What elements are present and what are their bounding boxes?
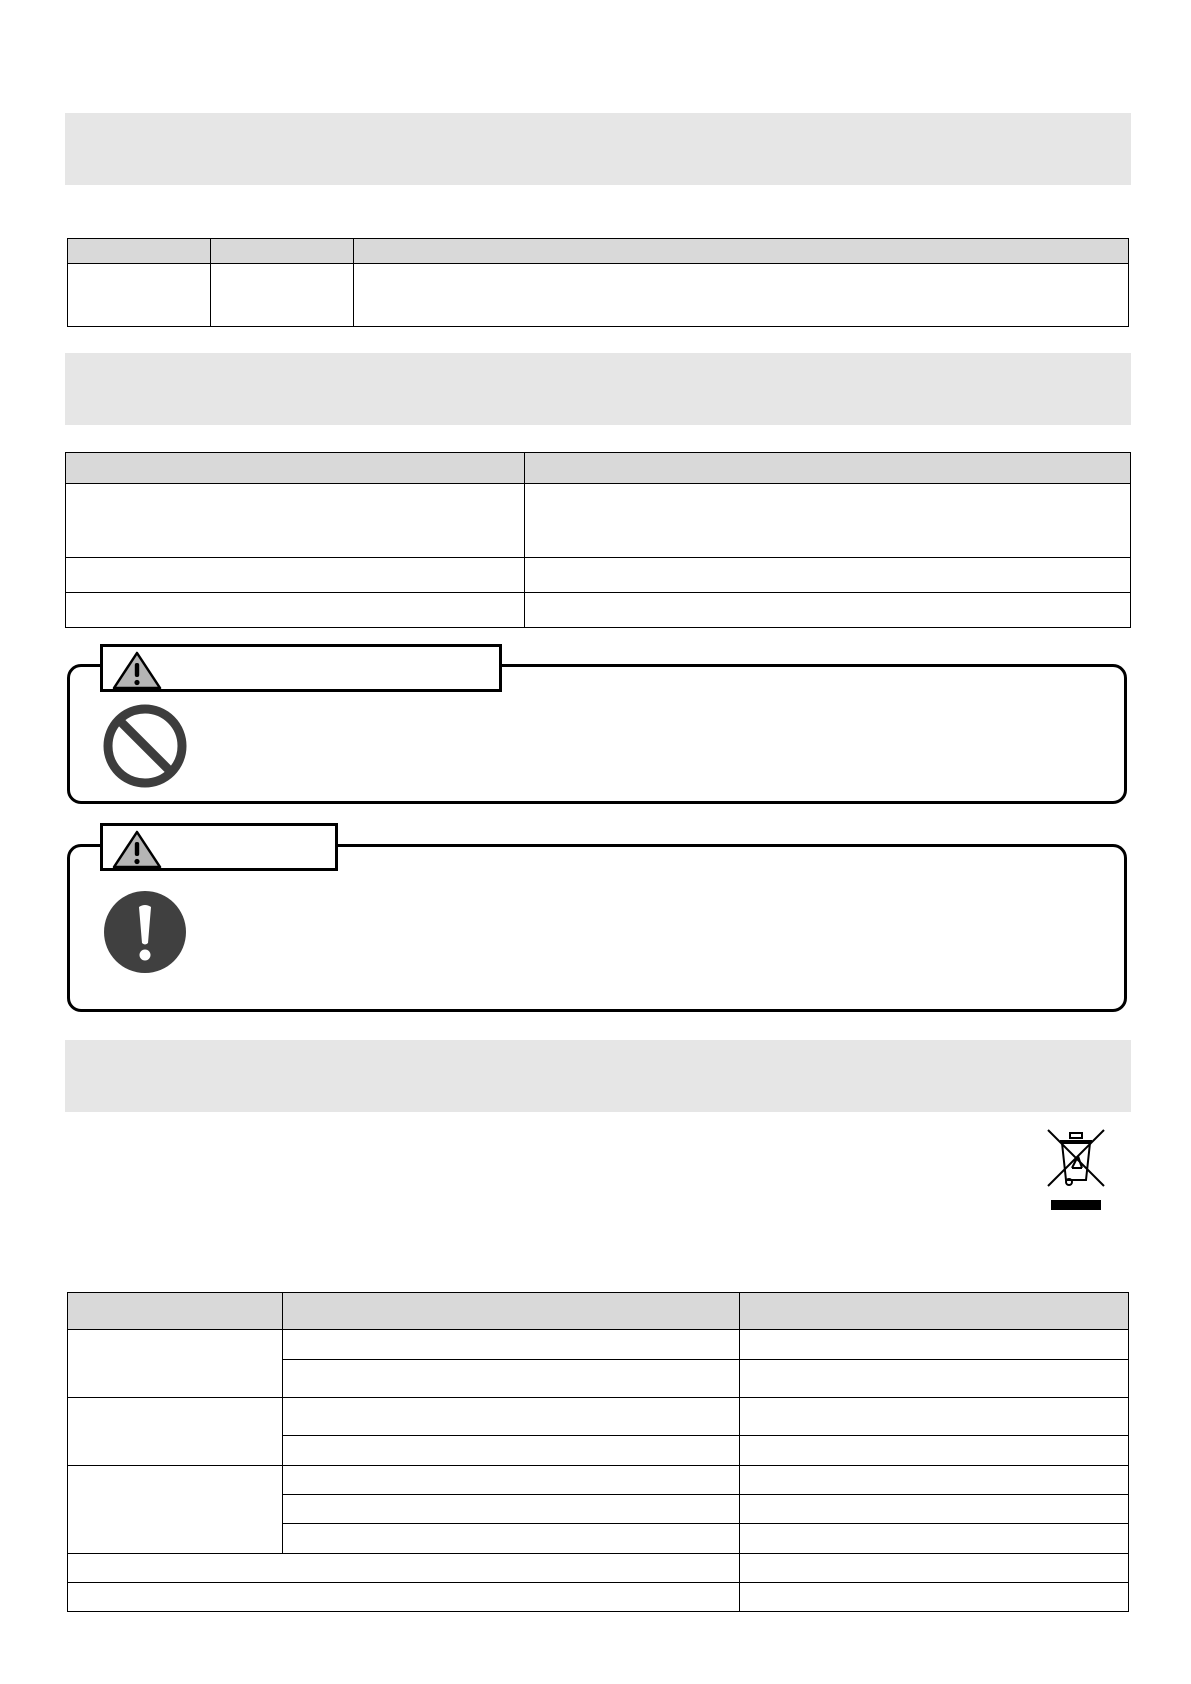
table-row bbox=[68, 1554, 1129, 1583]
table-group-cell bbox=[68, 1466, 283, 1554]
crossed-out-wheelie-bin-icon bbox=[1044, 1128, 1108, 1214]
table-header-cell bbox=[211, 239, 354, 264]
table-header-row bbox=[68, 1293, 1129, 1330]
table-2 bbox=[65, 452, 1131, 628]
section-band-2 bbox=[65, 353, 1131, 425]
warning-label bbox=[100, 644, 502, 692]
table-cell bbox=[283, 1436, 740, 1466]
table-row bbox=[68, 1330, 1129, 1360]
table-cell bbox=[66, 558, 525, 593]
table-header-cell bbox=[68, 1293, 283, 1330]
table-cell bbox=[283, 1398, 740, 1436]
table-cell bbox=[283, 1524, 740, 1554]
table-cell bbox=[66, 484, 525, 558]
table-cell bbox=[68, 1583, 740, 1612]
table-cell bbox=[525, 484, 1131, 558]
table-header-cell bbox=[354, 239, 1129, 264]
table-row bbox=[68, 1466, 1129, 1495]
table-cell bbox=[740, 1554, 1129, 1583]
table-cell bbox=[283, 1495, 740, 1524]
table-row bbox=[68, 264, 1129, 327]
table-cell bbox=[740, 1583, 1129, 1612]
table-header-cell bbox=[525, 453, 1131, 484]
table-cell bbox=[283, 1330, 740, 1360]
table-3 bbox=[67, 1292, 1129, 1612]
table-cell bbox=[211, 264, 354, 327]
caution-label bbox=[100, 823, 338, 871]
section-band-3 bbox=[65, 1040, 1131, 1112]
table-row bbox=[66, 593, 1131, 628]
table-cell bbox=[740, 1360, 1129, 1398]
table-1 bbox=[67, 238, 1129, 327]
table-header-cell bbox=[740, 1293, 1129, 1330]
table-header-row bbox=[68, 239, 1129, 264]
table-header-row bbox=[66, 453, 1131, 484]
table-cell bbox=[740, 1398, 1129, 1436]
table-group-cell bbox=[68, 1330, 283, 1398]
warning-triangle-icon bbox=[111, 650, 163, 690]
table-row bbox=[66, 558, 1131, 593]
table-cell bbox=[525, 558, 1131, 593]
table-cell bbox=[283, 1360, 740, 1398]
table-cell bbox=[740, 1330, 1129, 1360]
table-header-cell bbox=[68, 239, 211, 264]
table-cell bbox=[354, 264, 1129, 327]
table-cell bbox=[740, 1524, 1129, 1554]
table-cell bbox=[740, 1466, 1129, 1495]
table-cell bbox=[66, 593, 525, 628]
table-row bbox=[68, 1583, 1129, 1612]
table-row bbox=[66, 484, 1131, 558]
disposal-text bbox=[65, 1125, 965, 1215]
table-cell bbox=[740, 1495, 1129, 1524]
warning-triangle-icon bbox=[111, 829, 163, 869]
table-header-cell bbox=[66, 453, 525, 484]
table-group-cell bbox=[68, 1398, 283, 1466]
prohibition-icon bbox=[101, 702, 189, 790]
table-cell bbox=[283, 1466, 740, 1495]
table-cell bbox=[740, 1436, 1129, 1466]
table-row bbox=[68, 1398, 1129, 1436]
table-cell bbox=[68, 264, 211, 327]
mandatory-exclamation-icon bbox=[102, 889, 188, 975]
table-cell bbox=[525, 593, 1131, 628]
table-cell bbox=[68, 1554, 740, 1583]
table-header-cell bbox=[283, 1293, 740, 1330]
section-band-1 bbox=[65, 113, 1131, 185]
